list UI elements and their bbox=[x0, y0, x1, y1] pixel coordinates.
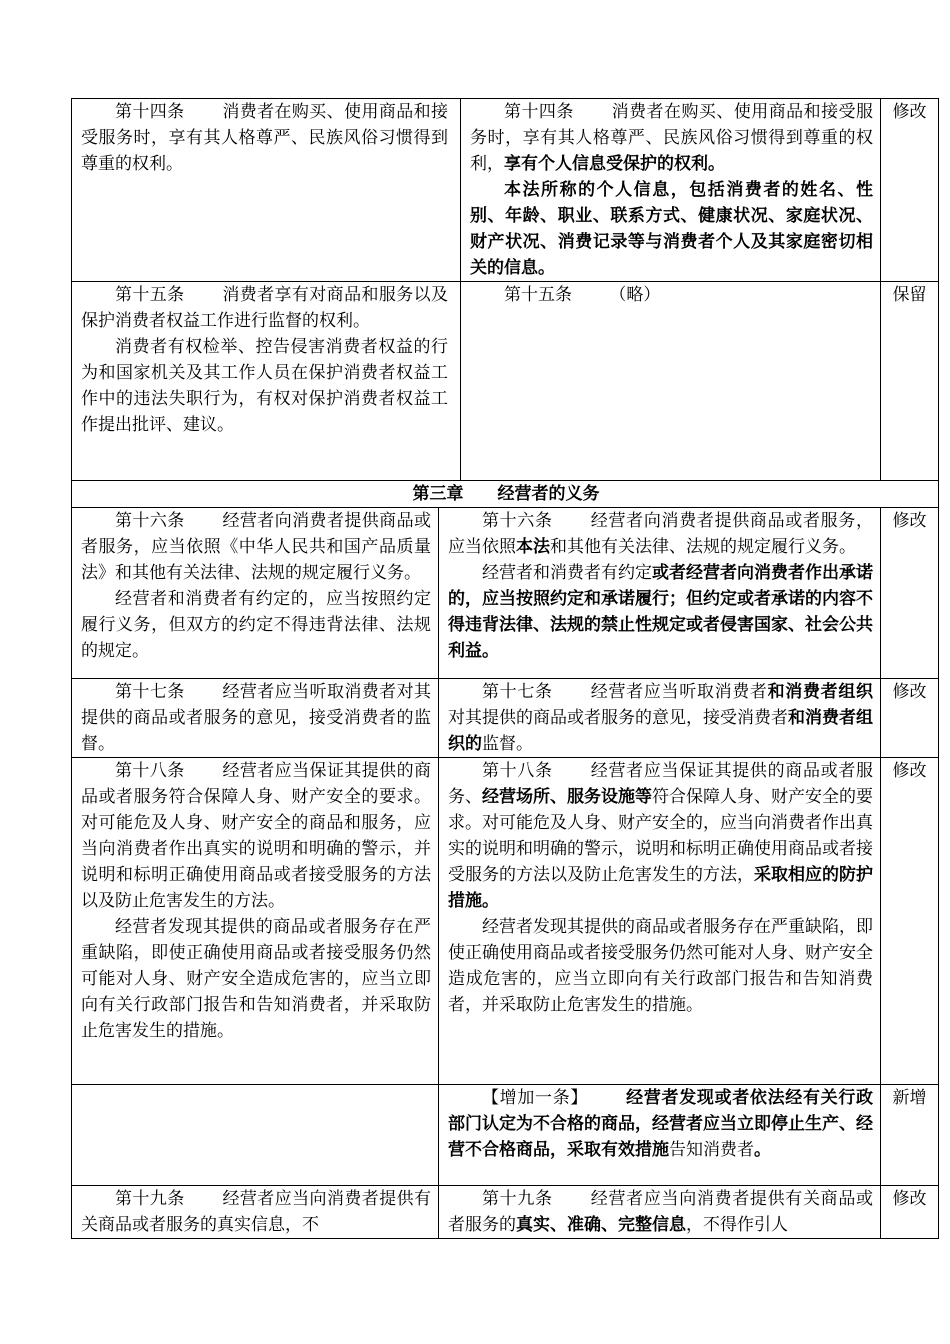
status-cell: 保留 bbox=[881, 282, 939, 481]
article-number: 【增加一条】 bbox=[482, 1088, 589, 1108]
article-number: 第十九条 bbox=[482, 1189, 553, 1209]
original-text-cell bbox=[72, 679, 439, 758]
status-cell: 修改 bbox=[881, 758, 939, 1085]
clause-paragraph bbox=[470, 177, 873, 281]
table-row bbox=[72, 508, 939, 679]
article-number: 第十六条 bbox=[482, 511, 553, 531]
original-text-cell bbox=[72, 508, 439, 679]
original-text-cell bbox=[72, 282, 461, 481]
clause-paragraph bbox=[470, 99, 873, 177]
clause-paragraph bbox=[81, 586, 431, 664]
original-text-cell bbox=[72, 1186, 439, 1239]
status-cell: 修改 bbox=[881, 99, 939, 282]
clause-text: 经营者向消费者提供商品或者服务，应当依照 bbox=[448, 511, 874, 557]
article-number: 第十八条 bbox=[482, 761, 553, 781]
article-number: 第十七条 bbox=[115, 682, 185, 702]
status-cell: 修改 bbox=[881, 1186, 939, 1239]
amended-text: 和消费者组织 bbox=[767, 682, 874, 702]
clause-paragraph bbox=[81, 282, 448, 334]
revised-text-cell bbox=[439, 1186, 881, 1239]
revised-text-cell bbox=[439, 758, 881, 1085]
amended-text: 。 bbox=[754, 1140, 771, 1160]
table-row bbox=[72, 758, 939, 1085]
clause-paragraph bbox=[81, 334, 448, 438]
clause-text: 经营者应当保证其提供的商品或者服务、 bbox=[448, 761, 874, 807]
clause-paragraph bbox=[448, 914, 873, 1018]
article-number: 第十八条 bbox=[115, 761, 185, 781]
status-cell: 修改 bbox=[881, 679, 939, 758]
table-row bbox=[72, 1085, 939, 1186]
clause-paragraph bbox=[81, 914, 431, 1044]
original-text-cell-empty bbox=[72, 1085, 439, 1186]
article-number: 第十四条 bbox=[504, 102, 574, 122]
clause-text: 经营者和消费者有约定 bbox=[482, 563, 652, 583]
clause-paragraph bbox=[448, 758, 873, 914]
table-row bbox=[72, 679, 939, 758]
chapter-row bbox=[72, 481, 939, 508]
chapter-heading: 第三章 经营者的义务 bbox=[72, 481, 939, 508]
status-cell: 修改 bbox=[881, 508, 939, 679]
clause-text: 经营者应当向消费者提供有关商品或者服务的 bbox=[448, 1189, 874, 1235]
revised-text-cell bbox=[461, 99, 881, 282]
clause-paragraph bbox=[81, 758, 431, 914]
clause-text: 经营者应当听取消费者 bbox=[590, 682, 768, 702]
amended-text: 采取相应的防护措施。 bbox=[448, 865, 873, 911]
amended-text: 享有个人信息受保护的权利。 bbox=[504, 154, 725, 174]
clause-paragraph bbox=[448, 508, 873, 560]
clause-text: 经营者发现其提供的商品或者服务存在严重缺陷，即使正确使用商品或者接受服务仍然可能对人身、财产安全造成危害的，应当立即向有关行政部门报告和告知消费者，并采取防止危害发生的措施。 bbox=[81, 917, 431, 1041]
table-row bbox=[72, 99, 939, 282]
clause-text: 消费者享有对商品和服务以及保护消费者权益工作进行监督的权利。 bbox=[81, 285, 449, 331]
clause-text: ，不得作引人 bbox=[686, 1215, 788, 1235]
original-text-cell bbox=[72, 758, 439, 1085]
clause-text: 经营者应当听取消费者对其提供的商品或者服务的意见，接受消费者的监督。 bbox=[81, 682, 432, 754]
clause-paragraph bbox=[448, 679, 873, 757]
clause-text: 消费者在购买、使用商品和接受服务时，享有其人格尊严、民族风俗习惯得到尊重的权利。 bbox=[81, 102, 449, 174]
clause-text: 经营者应当向消费者提供有关商品或者服务的真实信息，不 bbox=[81, 1189, 432, 1235]
article-number: 第十六条 bbox=[115, 511, 185, 531]
clause-text: 经营者发现其提供的商品或者服务存在严重缺陷，即使正确使用商品或者接受服务仍然可能对人身、财产安全造成危害的，应当立即向有关行政部门报告和告知消费者，并采取防止危害发生的措施。 bbox=[448, 917, 873, 1015]
table-row bbox=[72, 1186, 939, 1239]
clause-text: 经营者和消费者有约定的，应当按照约定履行义务，但双方的约定不得违背法律、法规的规定。 bbox=[81, 589, 431, 661]
article-number: 第十五条 bbox=[504, 285, 572, 305]
amended-text: 真实、准确、完整信息 bbox=[516, 1215, 686, 1235]
amended-text: 经营者发现或者依法经有关行政部门认定为不合格的商品，经营者应当立即停止生产、经营不合格商品，采取有效措施 bbox=[448, 1088, 874, 1160]
clause-text: 经营者应当保证其提供的商品或者服务符合保障人身、财产安全的要求。对可能危及人身、财产安全的商品和服务，应当向消费者作出真实的说明和明确的警示，并说明和标明正确使用商品或者接受服务的方法以及防止危害发生的方法。 bbox=[81, 761, 432, 911]
table-row bbox=[72, 282, 939, 481]
clause-text: 符合保障人身、财产安全的要求。对可能危及人身、财产安全的，应当向消费者作出真实的说明和明确的警示，说明和标明正确使用商品或者接受服务的方法以及防止危害发生的方法， bbox=[448, 787, 873, 885]
clause-paragraph bbox=[81, 99, 448, 177]
amended-text: 本法 bbox=[516, 537, 550, 557]
clause-text: 对其提供的商品或者服务的意见，接受消费者 bbox=[448, 708, 788, 728]
clause-text: 消费者有权检举、控告侵害消费者权益的行为和国家机关及其工作人员在保护消费者权益工作中的违法失职行为，有权对保护消费者权益工作提出批评、建议。 bbox=[81, 337, 448, 435]
clause-paragraph bbox=[448, 1186, 873, 1238]
clause-paragraph bbox=[81, 508, 431, 586]
amended-text: 和消费者组织的 bbox=[448, 708, 873, 754]
amended-text: 本法所称的个人信息，包括消费者的姓名、性别、年龄、职业、联系方式、健康状况、家庭状况、财产状况、消费记录等与消费者个人及其家庭密切相关的信息。 bbox=[470, 180, 873, 278]
clause-text: 消费者在购买、使用商品和接受服务时，享有其人格尊严、民族风俗习惯得到尊重的权利， bbox=[470, 102, 873, 174]
revised-text-cell bbox=[439, 679, 881, 758]
article-number: 第十四条 bbox=[115, 102, 185, 122]
revised-text-cell bbox=[439, 1085, 881, 1186]
clause-paragraph bbox=[81, 679, 431, 757]
revised-text-cell bbox=[439, 508, 881, 679]
clause-text: 经营者向消费者提供商品或者服务，应当依照《中华人民共和国产品质量法》和其他有关法律、法规的规定履行义务。 bbox=[81, 511, 432, 583]
law-comparison-table bbox=[71, 98, 939, 1239]
article-number: 第十九条 bbox=[115, 1189, 185, 1209]
clause-text: 和其他有关法律、法规的规定履行义务。 bbox=[550, 537, 856, 557]
clause-paragraph bbox=[470, 282, 873, 308]
clause-text: （略） bbox=[609, 285, 661, 305]
clause-paragraph bbox=[81, 1186, 431, 1238]
clause-paragraph bbox=[448, 1085, 873, 1163]
clause-text: 告知消费者 bbox=[669, 1140, 754, 1160]
revised-text-cell bbox=[461, 282, 881, 481]
article-number: 第十五条 bbox=[115, 285, 185, 305]
status-cell: 新增 bbox=[881, 1085, 939, 1186]
clause-text: 监督。 bbox=[482, 734, 533, 754]
article-number: 第十七条 bbox=[482, 682, 553, 702]
original-text-cell bbox=[72, 99, 461, 282]
amended-text: 或者经营者向消费者作出承诺的，应当按照约定和承诺履行；但约定或者承诺的内容不得违背法律、法规的禁止性规定或者侵害国家、社会公共利益。 bbox=[448, 563, 873, 661]
clause-paragraph bbox=[448, 560, 873, 664]
amended-text: 经营场所、服务设施等 bbox=[482, 787, 652, 807]
